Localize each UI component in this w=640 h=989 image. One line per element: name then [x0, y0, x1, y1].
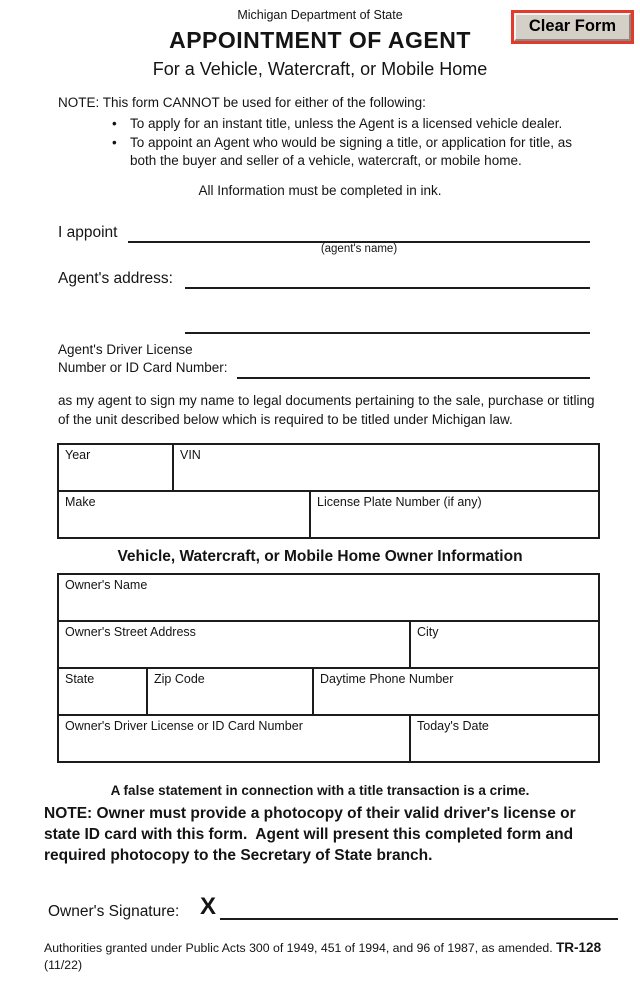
table-row: [59, 716, 598, 761]
agency-name: Michigan Department of State: [237, 8, 403, 22]
owner-info-heading: Vehicle, Watercraft, or Mobile Home Owner Information: [117, 548, 523, 565]
bullet-icon: •: [112, 135, 117, 150]
agent-dl-field[interactable]: [237, 358, 590, 379]
agent-address-field-2[interactable]: [185, 313, 590, 334]
agent-name-field[interactable]: [128, 222, 590, 243]
table-row: [59, 445, 598, 492]
clear-form-highlight-frame: [511, 10, 634, 44]
signature-x-mark: X: [200, 893, 217, 920]
vehicle-plate-label: License Plate Number (if any): [317, 495, 482, 509]
form-number: TR-128: [556, 940, 602, 955]
owner-dl-label: Owner's Driver License or ID Card Number: [65, 719, 303, 733]
todays-date-label: Today's Date: [417, 719, 489, 733]
form-subtitle: For a Vehicle, Watercraft, or Mobile Home: [152, 59, 488, 79]
bullet-text: To apply for an instant title, unless the Agent is a licensed vehicle dealer.: [130, 116, 563, 131]
vehicle-year-label: Year: [65, 448, 91, 462]
owner-city-label: City: [417, 625, 439, 639]
table-row: [59, 492, 598, 537]
agent-address-field-1[interactable]: [185, 268, 590, 289]
owner-city-cell[interactable]: [411, 622, 598, 667]
vehicle-make-cell[interactable]: [59, 492, 311, 537]
clear-form-button[interactable]: Clear Form: [514, 13, 631, 41]
owner-street-label: Owner's Street Address: [65, 625, 196, 639]
table-row: [59, 575, 598, 622]
agent-address-label: Agent's address:: [58, 270, 173, 287]
form-revision: (11/22): [44, 958, 83, 972]
authorities-text: Authorities granted under Public Acts 300 of 1949, 451 of 1994, and 96 of 1987, as amended.: [44, 941, 553, 955]
table-row: [59, 669, 598, 716]
owner-zip-label: Zip Code: [154, 672, 205, 686]
vehicle-plate-cell[interactable]: [311, 492, 598, 537]
form-title: APPOINTMENT OF AGENT: [169, 27, 471, 53]
photocopy-note: NOTE: Owner must provide a photocopy of their valid driver's license or state ID card with this form. Agent will present this completed form and required photocopy to the Secretary of State branch.: [44, 805, 580, 864]
vehicle-year-cell[interactable]: [59, 445, 174, 490]
ink-notice: All Information must be completed in ink.: [198, 183, 442, 198]
vehicle-make-label: Make: [65, 495, 96, 509]
owner-name-label: Owner's Name: [65, 578, 148, 592]
authorization-paragraph: as my agent to sign my name to legal documents pertaining to the sale, purchase or titling of the unit described below which is required to be titled under Michigan law.: [58, 393, 595, 427]
owner-zip-cell[interactable]: [148, 669, 314, 714]
vehicle-info-table: [57, 443, 600, 539]
note-bullet-list: [112, 115, 598, 171]
agent-dl-label-line1: Agent's Driver License: [58, 342, 193, 357]
vehicle-vin-label: VIN: [180, 448, 201, 462]
owner-name-cell[interactable]: [59, 575, 598, 620]
bullet-item: [112, 134, 598, 170]
note-lead: NOTE: This form CANNOT be used for either of the following:: [58, 95, 426, 110]
table-row: [59, 622, 598, 669]
bullet-icon: •: [112, 116, 117, 131]
agent-name-caption: (agent's name): [320, 243, 398, 255]
footer-authorities: [44, 940, 614, 955]
bullet-item: [112, 115, 598, 133]
owner-signature-field[interactable]: [220, 899, 618, 920]
owner-street-cell[interactable]: [59, 622, 411, 667]
todays-date-cell[interactable]: [411, 716, 598, 761]
owner-info-table: [57, 573, 600, 763]
owner-phone-cell[interactable]: [314, 669, 598, 714]
vehicle-vin-cell[interactable]: [174, 445, 598, 490]
agent-dl-label: [58, 341, 228, 377]
owner-signature-label: Owner's Signature:: [48, 903, 180, 920]
false-statement-warning: A false statement in connection with a title transaction is a crime.: [110, 783, 530, 798]
owner-state-label: State: [65, 672, 95, 686]
owner-phone-label: Daytime Phone Number: [320, 672, 454, 686]
i-appoint-label: I appoint: [58, 224, 118, 241]
agent-dl-label-line2: Number or ID Card Number:: [58, 360, 228, 375]
owner-dl-cell[interactable]: [59, 716, 411, 761]
bullet-text: To appoint an Agent who would be signing a title, or application for title, as both the buyer and seller of a vehicle, watercraft, or mobile home.: [130, 135, 573, 168]
owner-state-cell[interactable]: [59, 669, 148, 714]
